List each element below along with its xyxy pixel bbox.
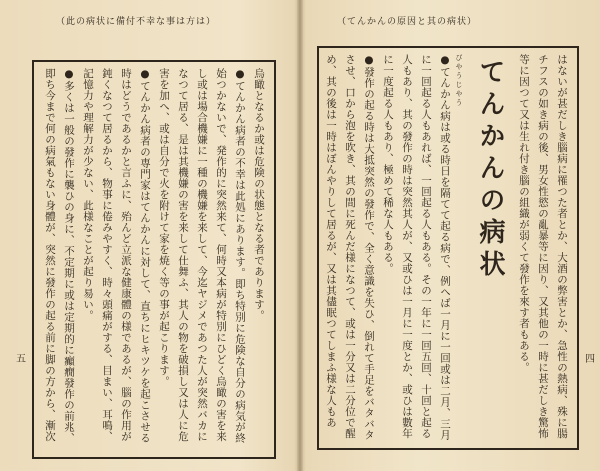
- left-page-header: （此の病状に備付不幸な事は方は）: [56, 17, 217, 27]
- section-title-text: てんかんの病状: [475, 58, 505, 282]
- right-page-number: 四: [585, 354, 595, 365]
- right-page-header: （てんかんの原因と其の病状）: [337, 17, 478, 27]
- right-paragraph-1: はないが甚だしき腦病に罹つた者とか、大酒の弊害とか、急性の熱病、殊に腸チフスの如き病の後、男女性慾の亂暴等に因り、又其他の一時に甚だしき驚怖等に因つて又は生れ付き腦の組織が弱くて發作を來す者もある。: [518, 54, 568, 439]
- right-page: [303, 0, 600, 471]
- left-paragraph-4: ●多くは一般の發作に襲ひの身に、不定期に或は定期的に癲癇發作の前兆、即ち今まで何の病氣もない身體が、突然に發作の起る前に脚の方から、漸次: [44, 68, 75, 444]
- left-paragraph-1: 烏瞰となるか或は危険の状態となる者であります。: [253, 68, 265, 321]
- left-page-text-frame: [32, 60, 276, 459]
- right-page-columns: [325, 54, 571, 442]
- left-page-number: 五: [16, 354, 26, 365]
- section-title-ruby: びやうじやう: [455, 54, 463, 108]
- right-page-text-frame: [317, 46, 579, 450]
- section-title: [470, 58, 510, 282]
- left-paragraph-3: ●てんかん病者の専門家はてんかんに対して、直ちにヒキツケを起こさせる時はどうであるかと言ふに、殆んど立派な健康體の様であるが、腦の作用が鈍くなつて居るから、物事に倦みやすく、時々頭痛がする、目まい、耳鳴、記憶力や理解力が少ない、此様なことが起り易い。: [82, 68, 151, 444]
- left-paragraph-2: ●てんかん病者の不幸は此処にあります。即ち特別に危険な自分の病気が終始つかないで、発作的に突然来て、何時又本病が特別にひどく烏瞰の害を来し或は場合機嫌に一種の機嫌を来して、今迄ヤジメであつた人が突然バカになつて居る、是は其機嫌の害を来して仕舞ふ、其人の物を破損し又は人に危害を加へ、或は自分で火を附けて家を焼く等の事が起こります。: [158, 68, 246, 444]
- right-paragraph-2: ●てんかん病は或る時日を隔てて起る病で、例へば一月に一回或は二月、三月に一回起る人もあれば、一回起る人もある。その一年に一回五回、十回と起る人もあり、其の發作の時は突然其人が、又或ひは一月に一度とか、或ひは數年に一度起る人もあり、極めて稀な人もある。: [382, 54, 451, 441]
- left-page: [0, 0, 297, 471]
- right-paragraph-3: ●發作の起る時は大抵突然の發作で、全く意識を失ひ、倒れて手足をバタバタさせ、口から泡を吹き、其の間に死んだ様になつて、或は一分又は二分位で醒め、其の後は一時はぼんやりして居るが、又は其儘眠つてしまふ様な人もあ: [325, 54, 375, 441]
- left-page-columns: [40, 68, 268, 451]
